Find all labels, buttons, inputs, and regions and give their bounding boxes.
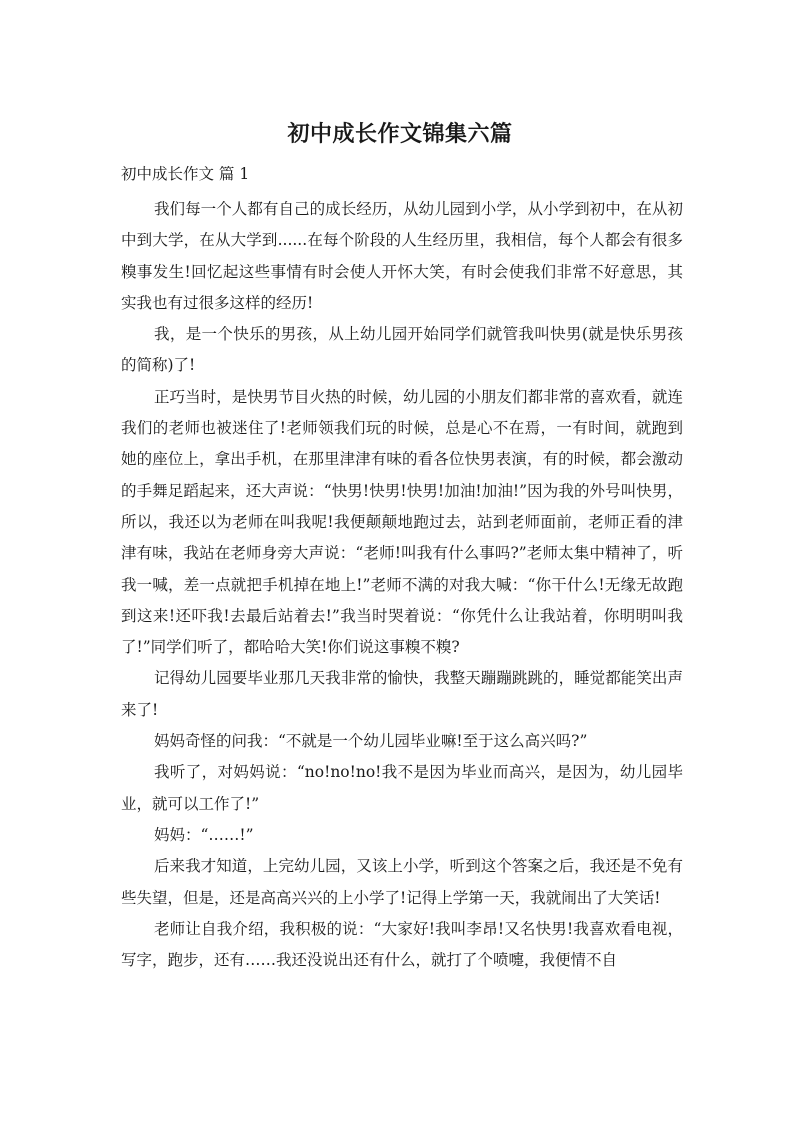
document-body bbox=[121, 194, 683, 976]
paragraph: 妈妈：“……!” bbox=[154, 825, 254, 844]
paragraph: 老师让自我介绍，我积极的说：“大家好!我叫李昂!又名快男!我喜欢看电视，写字，跑步，还有……我还没说出还有什么，就打了个喷嚏，我便情不自 bbox=[121, 919, 683, 970]
paragraph: 我们每一个人都有自己的成长经历，从幼儿园到小学，从小学到初中，在从初中到大学，在从大学到......在每个阶段的人生经历里，我相信，每个人都会有很多糗事发生!回忆起这些事情有时会使人开怀大笑，有时会使我们非常不好意思，其实我也有过很多这样的经历! bbox=[121, 200, 683, 312]
paragraph: 我，是一个快乐的男孩，从上幼儿园开始同学们就管我叫快男(就是快乐男孩的简称)了! bbox=[121, 325, 683, 375]
paragraph: 妈妈奇怪的问我：“不就是一个幼儿园毕业嘛!至于这么高兴吗?” bbox=[154, 732, 588, 751]
paragraph: 我听了，对妈妈说：“no!no!no!我不是因为毕业而高兴，是因为，幼儿园毕业，就可以工作了!” bbox=[121, 763, 683, 813]
paragraph: 后来我才知道，上完幼儿园，又该上小学，听到这个答案之后，我还是不免有些失望，但是，还是高高兴兴的上小学了!记得上学第一天，我就闹出了大笑话! bbox=[121, 857, 683, 907]
document-title: 初中成长作文锦集六篇 bbox=[287, 122, 513, 147]
paragraph: 正巧当时，是快男节目火热的时候，幼儿园的小朋友们都非常的喜欢看，就连我们的老师也被迷住了!老师领我们玩的时候，总是心不在焉，一有时间，就跑到她的座位上，拿出手机，在那里津津有味的看各位快男表演，有的时候，都会激动的手舞足蹈起来，还大声说：“快男!快男!快男!加油!加油!”因为我的外号叫快男，所以，我还以为老师在叫我呢!我便颠颠地跑过去，站到老师面前，老师正看的津津有味，我站在老师身旁大声说：“老师!叫我有什么事吗?”老师太集中精神了，听我一喊，差一点就把手机掉在地上!”老师不满的对我大喊：“你干什么!无缘无故跑到这来!还吓我!去最后站着去!”我当时哭着说：“你凭什么让我站着，你明明叫我了!”同学们听了，都哈哈大笑!你们说这事糗不糗? bbox=[121, 387, 683, 657]
paragraph: 记得幼儿园要毕业那几天我非常的愉快，我整天蹦蹦跳跳的，睡觉都能笑出声来了! bbox=[121, 669, 683, 719]
section-heading: 初中成长作文 篇 1 bbox=[121, 165, 250, 183]
